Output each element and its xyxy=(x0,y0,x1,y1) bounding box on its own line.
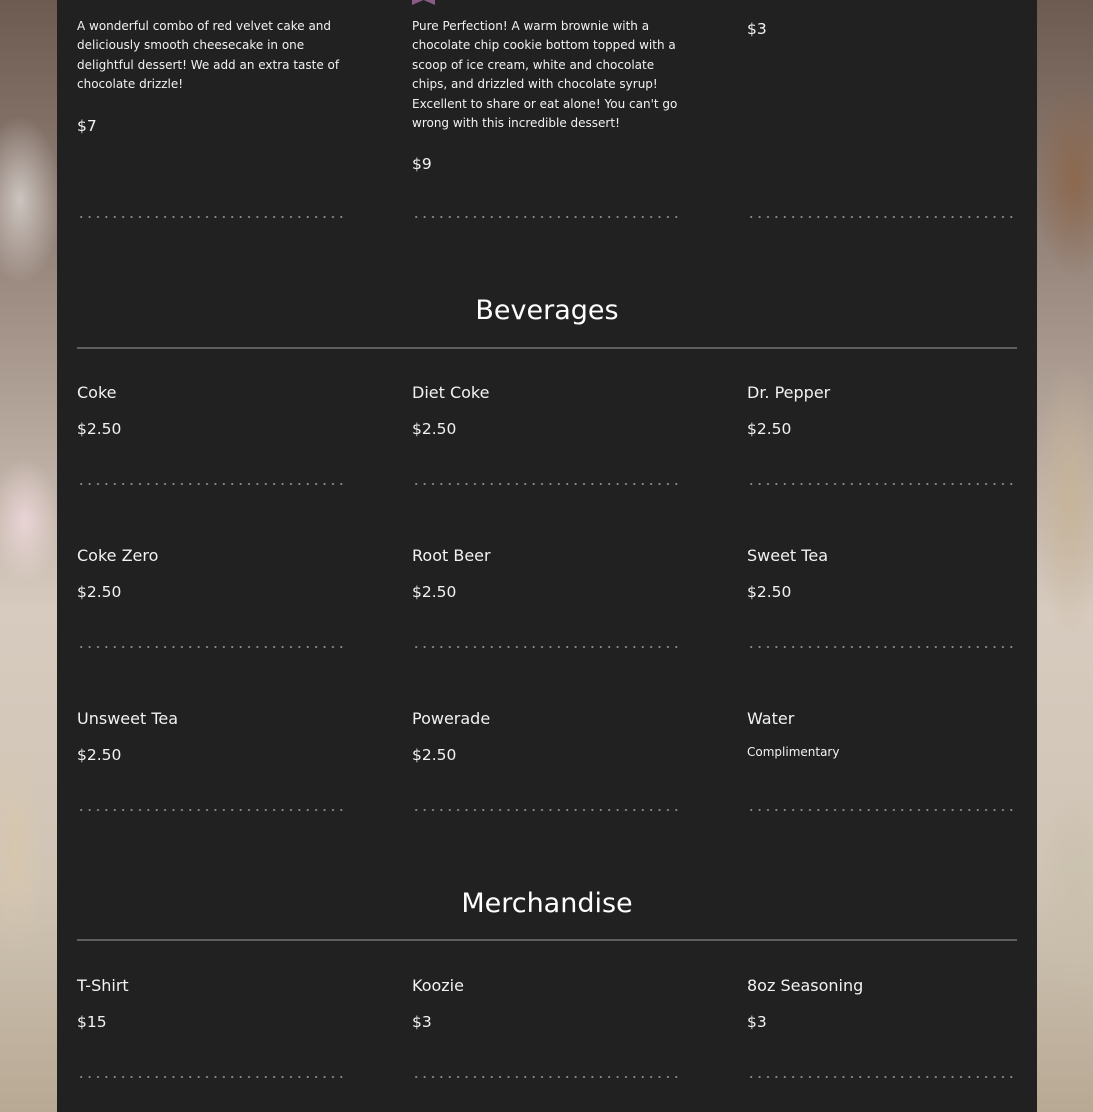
ribbon-badge-icon xyxy=(412,0,435,5)
dotted-separator xyxy=(412,216,682,218)
dotted-separator xyxy=(412,1076,682,1078)
dotted-separator xyxy=(412,483,682,485)
item-name: Water xyxy=(747,709,795,728)
dotted-separator xyxy=(412,809,682,811)
menu-item-sweet-tea xyxy=(747,546,1017,602)
item-name: Dr. Pepper xyxy=(747,383,831,402)
item-name: Powerade xyxy=(412,709,491,728)
dotted-separator xyxy=(77,483,347,485)
item-price: $2.50 xyxy=(77,746,122,764)
item-name: Sweet Tea xyxy=(747,546,828,565)
dotted-separator xyxy=(77,646,347,648)
menu-item-coke-zero xyxy=(77,546,347,602)
menu-item-diet-coke xyxy=(412,383,682,439)
dotted-separator xyxy=(747,809,1017,811)
menu-item-powerade xyxy=(412,709,682,765)
item-name: Koozie xyxy=(412,976,464,995)
item-name: Root Beer xyxy=(412,546,491,565)
dotted-separator xyxy=(747,216,1017,218)
menu-item-water xyxy=(747,709,1017,760)
item-price: $2.50 xyxy=(77,420,122,438)
item-name: Coke Zero xyxy=(77,546,159,565)
item-price: $2.50 xyxy=(747,420,792,438)
menu-item-dr-pepper xyxy=(747,383,1017,439)
dessert-item xyxy=(77,17,347,136)
section-divider xyxy=(77,347,1017,349)
item-name: Unsweet Tea xyxy=(77,709,179,728)
item-price: $2.50 xyxy=(747,583,792,601)
item-name: Diet Coke xyxy=(412,383,490,402)
dotted-separator xyxy=(747,1076,1017,1078)
dotted-separator xyxy=(747,646,1017,648)
item-price: $2.50 xyxy=(412,746,457,764)
dessert-item xyxy=(747,19,1017,39)
dotted-separator xyxy=(77,1076,347,1078)
menu-item-coke xyxy=(77,383,347,439)
item-price: $7 xyxy=(77,116,97,135)
menu-item-8oz-seasoning xyxy=(747,976,1017,1032)
item-price: $2.50 xyxy=(77,583,122,601)
section-divider xyxy=(77,939,1017,941)
item-note: Complimentary xyxy=(747,745,840,759)
dotted-separator xyxy=(77,809,347,811)
item-price: $3 xyxy=(747,20,767,38)
section-title-beverages: Beverages xyxy=(475,295,619,326)
item-name: 8oz Seasoning xyxy=(747,976,864,995)
section-title-merchandise: Merchandise xyxy=(461,888,633,919)
menu-item-root-beer xyxy=(412,546,682,602)
item-price: $2.50 xyxy=(412,420,457,438)
dotted-separator xyxy=(747,483,1017,485)
menu-item-unsweet-tea xyxy=(77,709,347,765)
dessert-item xyxy=(412,17,682,174)
item-price: $3 xyxy=(747,1013,767,1031)
item-price: $15 xyxy=(77,1013,107,1031)
item-price: $2.50 xyxy=(412,583,457,601)
menu-item-koozie xyxy=(412,976,682,1032)
item-price: $9 xyxy=(412,155,432,174)
menu-item-t-shirt xyxy=(77,976,347,1032)
item-name: T-Shirt xyxy=(77,976,129,995)
item-name: Coke xyxy=(77,383,117,402)
dotted-separator xyxy=(412,646,682,648)
item-description: A wonderful combo of red velvet cake and deliciously smooth cheesecake in one delightful dessert! We add an extra taste of chocolate drizzle! xyxy=(77,19,340,92)
item-price: $3 xyxy=(412,1013,432,1031)
dotted-separator xyxy=(77,216,347,218)
item-description: Pure Perfection! A warm brownie with a chocolate chip cookie bottom topped with a scoop of ice cream, white and chocolate chips, and drizzled with chocolate syrup! Excellent to share or eat alone! You can't go wrong with this incredible dessert! xyxy=(412,19,678,131)
